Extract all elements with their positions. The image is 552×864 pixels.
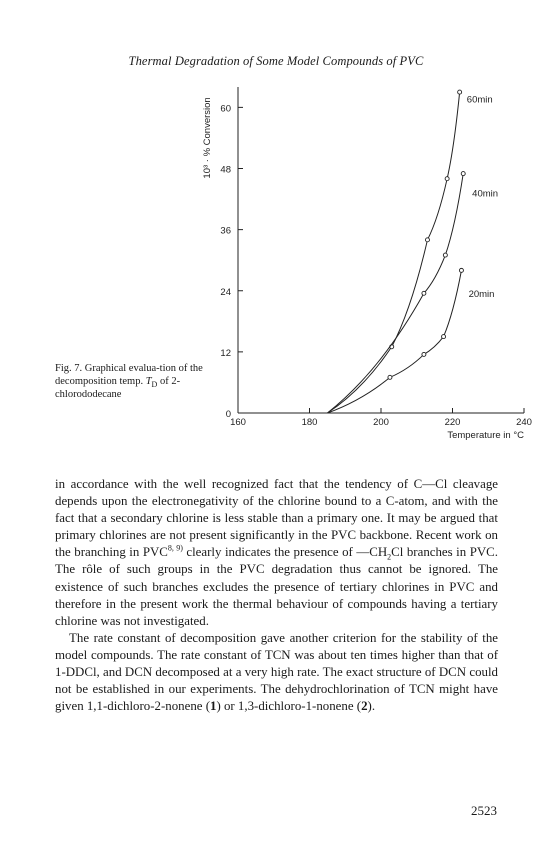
p1-reference: 8, 9) xyxy=(167,544,183,554)
series-line-40min xyxy=(327,174,463,413)
page-number: 2523 xyxy=(471,803,497,818)
chart-marks xyxy=(327,90,498,413)
y-tick-label: 36 xyxy=(220,225,231,237)
data-point-40min xyxy=(461,172,465,176)
x-axis-label: Temperature in °C xyxy=(447,430,524,441)
y-tick-label: 60 xyxy=(220,103,231,115)
y-tick-label: 0 xyxy=(225,409,231,420)
data-point-40min xyxy=(443,253,447,257)
y-tick-label: 48 xyxy=(220,164,231,176)
caption-symbol: T xyxy=(145,376,152,387)
p1-part-a: in accordance with the well recognized fact that the tendency of C xyxy=(55,477,423,491)
caption-text-2: of 2-chlorododecane xyxy=(55,376,181,400)
data-point-60min xyxy=(445,177,449,181)
data-point-60min xyxy=(425,238,429,242)
caption-text-1: Graphical evalua-tion of the decomposition temp. xyxy=(55,363,203,387)
x-tick-label: 220 xyxy=(444,417,461,428)
chart-axes xyxy=(202,87,532,441)
body-text xyxy=(55,476,498,715)
series-label-60min: 60min xyxy=(466,94,493,106)
figure-caption xyxy=(55,362,205,401)
series-label-20min: 20min xyxy=(468,288,495,300)
p1-dash: — xyxy=(422,477,436,491)
caption-prefix: Fig. 7. xyxy=(55,363,83,374)
x-tick-label: 240 xyxy=(516,417,532,428)
data-point-20min xyxy=(422,352,426,356)
data-point-20min xyxy=(442,335,446,339)
p1-part-d: Cl branches in PVC. The rôle of such groups in the PVC degradation thus cannot be ignored. The existence of such branches excludes the presence of tertiary chlorines in PVC and therefore in the present work the thermal behaviour of compounds having a tertiary chlorine was not investigated. xyxy=(55,545,499,628)
x-tick-label: 160 xyxy=(230,417,246,428)
p1-part-c: clearly indicates the presence of —CH xyxy=(182,545,388,560)
y-axis-label: 10³ · % Conversion xyxy=(202,97,213,179)
compound-2-number: 2 xyxy=(361,699,368,714)
data-point-20min xyxy=(459,268,463,272)
y-tick-label: 12 xyxy=(220,347,231,359)
running-title: Thermal Degradation of Some Model Compounds of PVC xyxy=(128,54,424,68)
p2-part-d: ). xyxy=(367,699,376,714)
series-line-60min xyxy=(327,92,459,413)
compound-1-number: 1 xyxy=(210,699,217,714)
data-point-20min xyxy=(388,375,392,379)
p1-part-b: Cl cleavage depends upon the electronegativity of the chlorine bound to a C-atom, and with the fact that a secondary chlorine is less stable than a primary one. It may be argued that primary chlorines are not present significantly in the PVC backbone. Recent work on the branching in PVC xyxy=(55,477,498,560)
data-point-40min xyxy=(422,291,426,295)
paragraph-2 xyxy=(55,630,498,715)
y-tick-label: 24 xyxy=(220,286,231,298)
p2-part-a: The rate constant of decomposition gave another criterion for the stability of the model compounds. The rate constant of TCN was about ten times higher than that of 1-DDCl, and DCN decomposed at a very high rate. The exact structure of DCN could not be established in our experiments. The dehydrochlorination of TCN might have given 1,1-dichloro-2-nonene ( xyxy=(55,630,498,714)
series-label-40min: 40min xyxy=(472,188,499,200)
p1-subscript: 2 xyxy=(387,552,392,562)
x-tick-label: 200 xyxy=(373,417,389,428)
caption-symbol-sub: D xyxy=(151,380,158,390)
data-point-60min xyxy=(458,90,462,94)
p2-part-c: ) or 1,3-dichloro-1-nonene ( xyxy=(216,699,362,714)
x-tick-label: 180 xyxy=(301,417,318,428)
paragraph-1 xyxy=(55,476,498,630)
